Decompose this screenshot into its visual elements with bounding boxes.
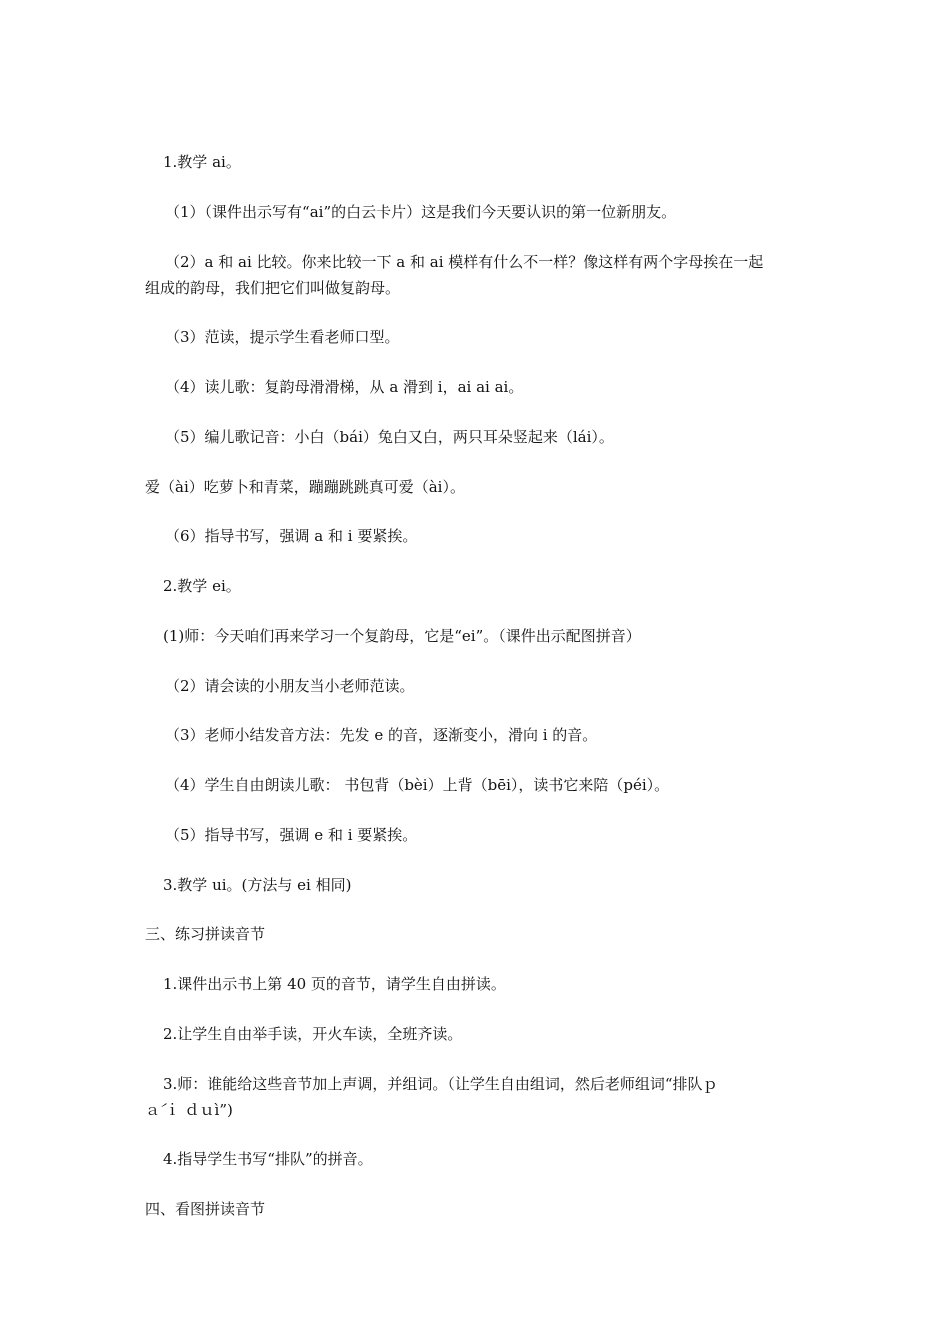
paragraph-ei-5: （5）指导书写，强调 e 和 i 要紧挨。 — [165, 826, 418, 844]
paragraph-ei-3: （3）老师小结发音方法：先发 e 的音，逐渐变小，滑向 i 的音。 — [165, 726, 598, 744]
practice-item-2: 2.让学生自由举手读，开火车读，全班齐读。 — [163, 1025, 463, 1043]
paragraph-ai-1: （1）（课件出示写有“ai”的白云卡片）这是我们今天要认识的第一位新朋友。 — [165, 203, 677, 221]
practice-item-3-line1: 3.师：谁能给这些音节加上声调，并组词。（让学生自由组词，然后老师组词“排队ｐ — [163, 1075, 718, 1093]
paragraph-ai-4: （4）读儿歌：复韵母滑滑梯，从 a 滑到 i，ai ai ai。 — [165, 378, 524, 396]
item-3-heading: 3.教学 ui。(方法与 ei 相同) — [163, 876, 352, 894]
item-2-heading: 2.教学 ei。 — [163, 577, 241, 595]
practice-item-3-line2: ａ́ ｉ ｄｕì”) — [145, 1101, 233, 1119]
paragraph-ai-6: （6）指导书写，强调 a 和 i 要紧挨。 — [165, 527, 418, 545]
paragraph-ai-5-cont: 爱（ài）吃萝卜和青菜，蹦蹦跳跳真可爱（ài）。 — [145, 478, 465, 496]
practice-item-4: 4.指导学生书写“排队”的拼音。 — [163, 1150, 373, 1168]
paragraph-ai-2-line2: 组成的韵母，我们把它们叫做复韵母。 — [145, 279, 401, 297]
item-1-heading: 1.教学 ai。 — [163, 153, 241, 171]
paragraph-ai-2-line1: （2）a 和 ai 比较。你来比较一下 a 和 ai 模样有什么不一样？像这样有两个字母挨在一起 — [165, 253, 764, 271]
section-3-heading: 三、练习拼读音节 — [145, 925, 266, 943]
paragraph-ei-2: （2）请会读的小朋友当小老师范读。 — [165, 677, 415, 695]
paragraph-ai-3: （3）范读，提示学生看老师口型。 — [165, 328, 400, 346]
paragraph-ai-5: （5）编儿歌记音：小白（bái）兔白又白，两只耳朵竖起来（lái）。 — [165, 428, 614, 446]
section-4-heading: 四、看图拼读音节 — [145, 1200, 266, 1218]
practice-item-1: 1.课件出示书上第 40 页的音节，请学生自由拼读。 — [163, 975, 506, 993]
paragraph-ei-4: （4）学生自由朗读儿歌： 书包背（bèi）上背（bēi），读书它来陪（péi）。 — [165, 776, 670, 794]
paragraph-ei-1: (1)师：今天咱们再来学习一个复韵母，它是“ei”。（课件出示配图拼音） — [163, 627, 641, 645]
